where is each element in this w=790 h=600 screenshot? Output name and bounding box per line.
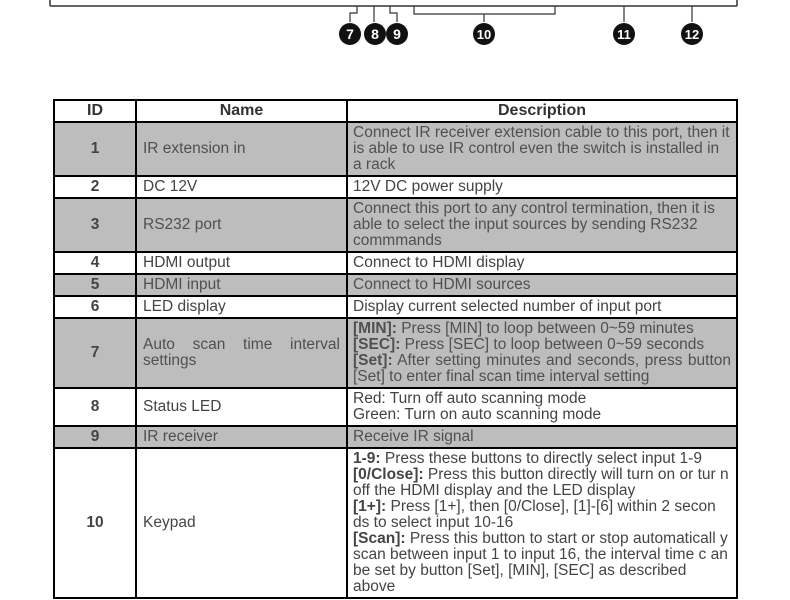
table-row	[54, 176, 737, 198]
leader-bracket-10	[414, 6, 555, 14]
row-id: 3	[54, 198, 136, 252]
desc-item: 1-9: Press these buttons to directly select input 1-9	[353, 450, 702, 467]
row-id: 8	[54, 388, 136, 426]
table-row	[54, 426, 737, 448]
row-name: DC 12V	[136, 176, 347, 198]
desc-item: [MIN]: Press [MIN] to loop between 0~59 minutes	[353, 320, 694, 337]
row-description: Display current selected number of input port	[347, 296, 737, 318]
table-row	[54, 198, 737, 252]
row-name: Status LED	[136, 388, 347, 426]
row-name: HDMI output	[136, 252, 347, 274]
row-name: HDMI input	[136, 274, 347, 296]
header-id: ID	[54, 100, 136, 122]
desc-item: [Scan]: Press this button to start or stop automaticall y scan between input 1 to input 16, the interval time c an be set by button [Set], [MIN], [SEC] as described above	[353, 530, 728, 595]
leader-line-7	[350, 6, 357, 22]
callout-10	[473, 23, 495, 45]
row-id: 10	[54, 448, 136, 598]
row-name: Auto scan time interval settings	[136, 318, 347, 388]
svg-text:10: 10	[476, 27, 492, 42]
table-row	[54, 318, 737, 388]
table-row	[54, 252, 737, 274]
callout-12	[681, 23, 703, 45]
row-description: Connect to HDMI display	[347, 252, 737, 274]
device-diagram	[0, 0, 790, 60]
svg-text:9: 9	[393, 26, 401, 42]
table-row	[54, 122, 737, 176]
row-id: 6	[54, 296, 136, 318]
desc-item: [SEC]: Press [SEC] to loop between 0~59 seconds	[353, 336, 705, 353]
svg-text:11: 11	[617, 27, 631, 42]
row-id: 4	[54, 252, 136, 274]
table-row	[54, 448, 737, 598]
desc-item: [Set]: After setting minutes and seconds, press button [Set] to enter final scan time interval setting	[353, 352, 731, 385]
row-id: 9	[54, 426, 136, 448]
row-description: 12V DC power supply	[347, 176, 737, 198]
header-description: Description	[347, 100, 737, 122]
row-description: Connect IR receiver extension cable to this port, then it is able to use IR control even the switch is installed in a rack	[347, 122, 737, 176]
callout-9	[386, 23, 408, 45]
svg-text:7: 7	[346, 26, 354, 42]
row-name: IR receiver	[136, 426, 347, 448]
svg-text:12: 12	[684, 27, 700, 42]
row-description	[347, 388, 737, 426]
header-name: Name	[136, 100, 347, 122]
row-name: Keypad	[136, 448, 347, 598]
row-id: 5	[54, 274, 136, 296]
row-id: 1	[54, 122, 136, 176]
row-id: 7	[54, 318, 136, 388]
table-header-row	[54, 100, 737, 122]
row-description: Connect to HDMI sources	[347, 274, 737, 296]
desc-line: Green: Turn on auto scanning mode	[353, 406, 602, 423]
row-name: IR extension in	[136, 122, 347, 176]
desc-item: [0/Close]: Press this button directly will turn on or tur n off the HDMI display and the LED display	[353, 466, 729, 499]
callout-7	[339, 23, 361, 45]
table-row	[54, 388, 737, 426]
row-name: LED display	[136, 296, 347, 318]
row-description	[347, 318, 737, 388]
row-description: Receive IR signal	[347, 426, 737, 448]
table-row	[54, 296, 737, 318]
svg-text:8: 8	[371, 26, 379, 42]
row-description	[347, 448, 737, 598]
leader-line-9	[390, 6, 397, 22]
row-id: 2	[54, 176, 136, 198]
port-description-table	[53, 99, 738, 599]
row-description: Connect this port to any control termination, then it is able to select the input sources by sending RS232 commmands	[347, 198, 737, 252]
desc-line: Red: Turn off auto scanning mode	[353, 390, 587, 407]
row-name: RS232 port	[136, 198, 347, 252]
table-row	[54, 274, 737, 296]
desc-item: [1+]: Press [1+], then [0/Close], [1]-[6] within 2 secon ds to select input 10-16	[353, 498, 716, 531]
callout-11	[613, 23, 635, 45]
callout-8	[364, 23, 386, 45]
